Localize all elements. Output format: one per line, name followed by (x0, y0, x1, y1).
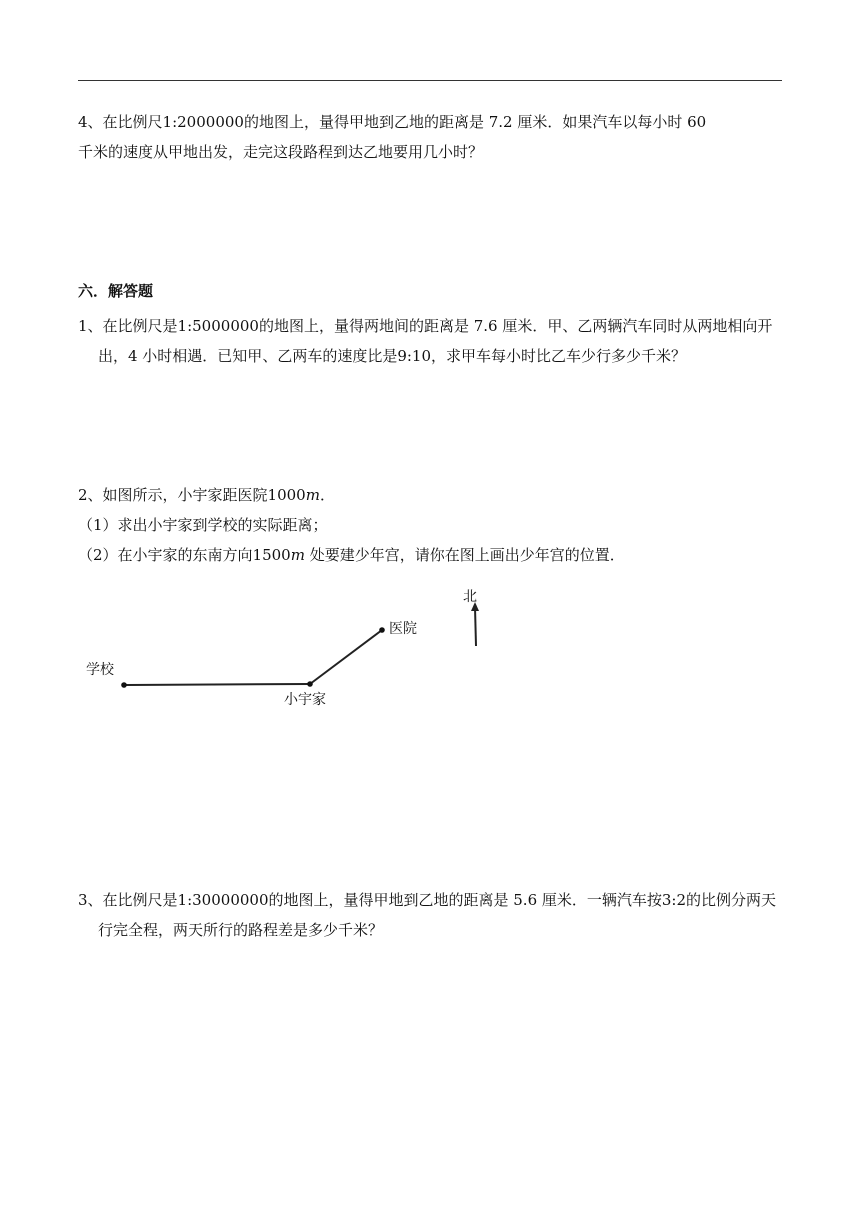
school-label: 学校 (86, 662, 114, 678)
map-diagram (78, 580, 498, 715)
problem-2-part-1: （1）求出小宇家到学校的实际距离； (78, 516, 328, 534)
home-hospital-line (310, 630, 382, 684)
header-rule (78, 80, 782, 81)
map-figure (78, 580, 498, 715)
home-point (307, 681, 313, 687)
problem-2-part-2: （2）在小宇家的东南方向1500m 处要建少年宫，请你在图上画出少年宫的位置． (78, 546, 625, 564)
problem-2-lead: 2、如图所示，小宇家距医院1000m． (78, 486, 335, 504)
home-label: 小宇家 (284, 692, 326, 708)
problem-2 (78, 480, 784, 570)
north-label: 北 (463, 589, 477, 605)
problem-1: 1、在比例尺是1:5000000的地图上，量得两地间的距离是 7.6 厘米．甲、乙两辆汽车同时从两地相向开出，4 小时相遇．已知甲、乙两车的速度比是9:10，求甲车每小时比乙车少行多少千米？ (78, 317, 773, 365)
school-home-line (124, 684, 310, 685)
problem-3: 3、在比例尺是1:30000000的地图上，量得甲地到乙地的距离是 5.6 厘米．一辆汽车按3:2的比例分两天行完全程，两天所行的路程差是多少千米？ (78, 891, 777, 939)
question-4-line-1: 4、在比例尺1:2000000的地图上，量得甲地到乙地的距离是 7.2 厘米．如果汽车以每小时 60 (78, 113, 707, 131)
section-title: 六．解答题 (78, 282, 154, 300)
question-4-line-2: 千米的速度从甲地出发，走完这段路程到达乙地要用几小时？ (78, 143, 484, 161)
hospital-point (379, 627, 385, 633)
school-point (121, 682, 127, 688)
question-4 (78, 107, 784, 167)
north-arrow-shaft (475, 607, 476, 646)
hospital-label: 医院 (389, 621, 417, 637)
